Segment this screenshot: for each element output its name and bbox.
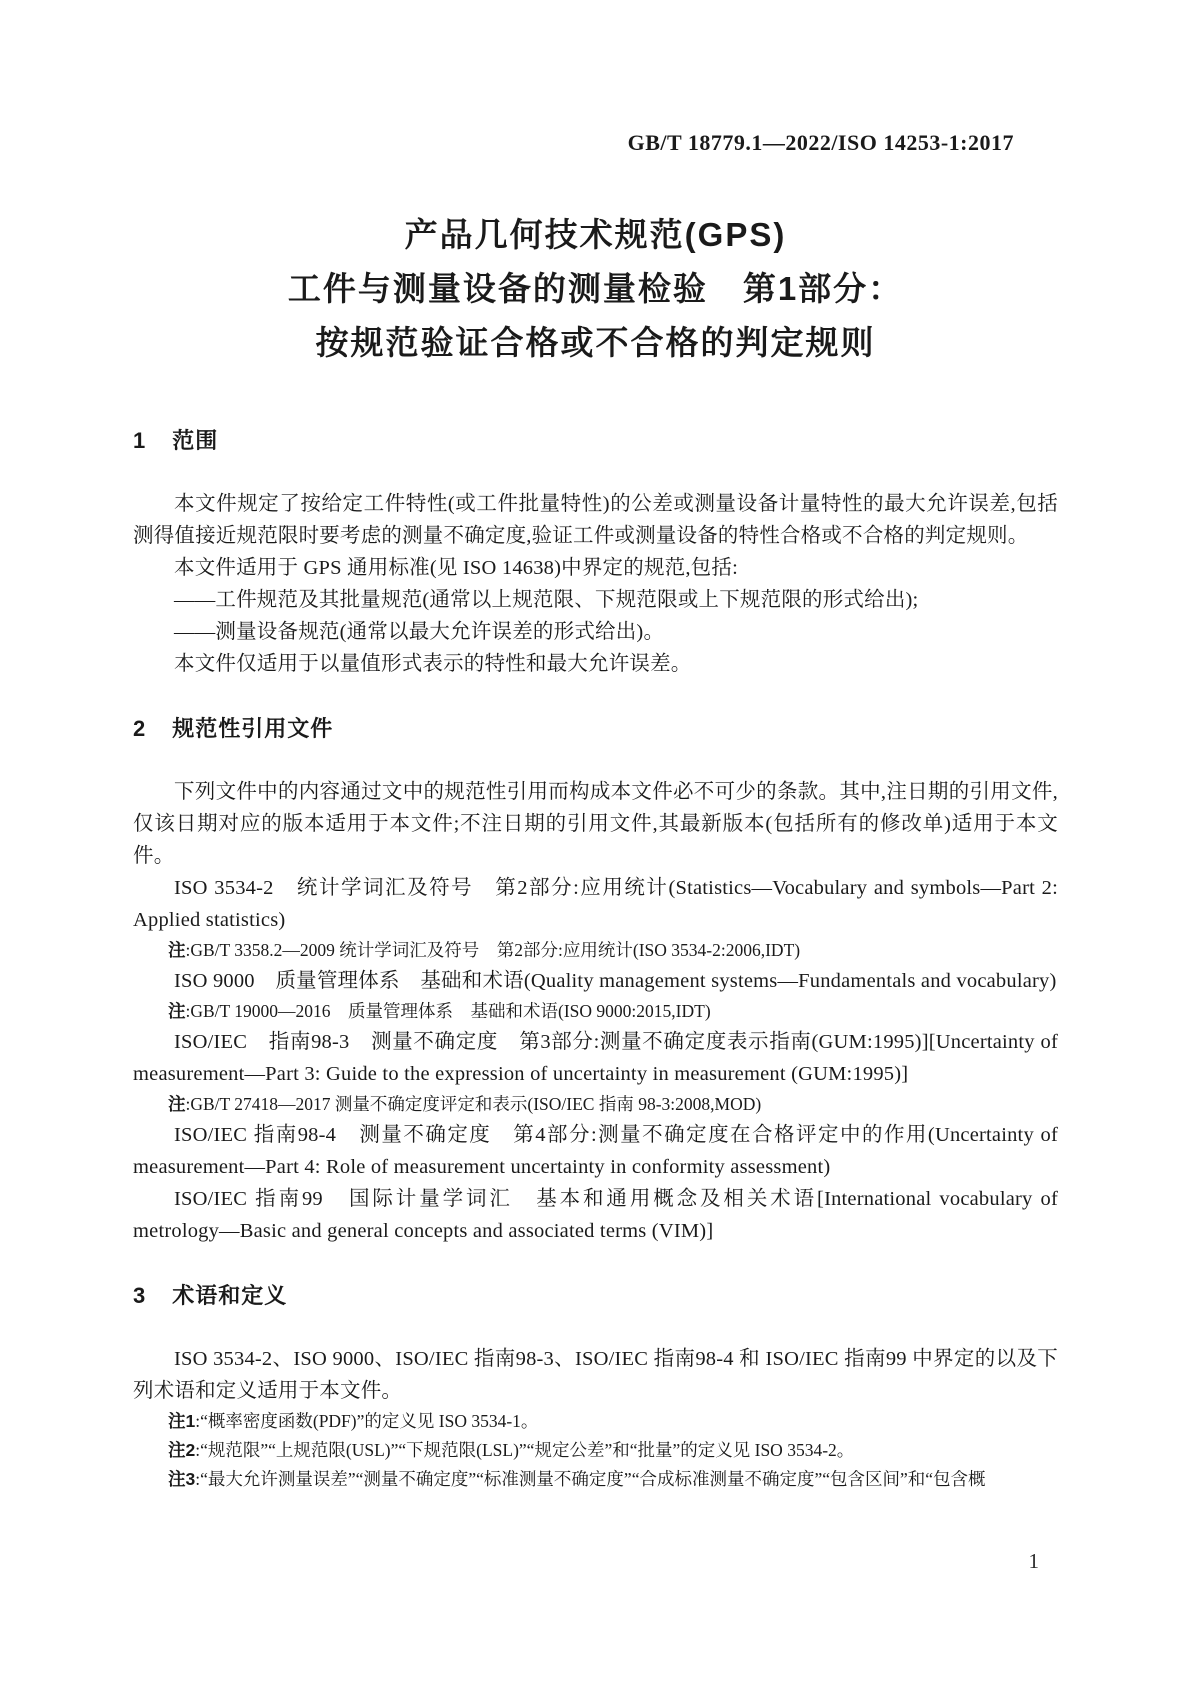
refs-intro-paragraph: 下列文件中的内容通过文中的规范性引用而构成本文件必不可少的条款。其中,注日期的引用文件,仅该日期对应的版本适用于本文件;不注日期的引用文件,其最新版本(包括所有的修改单)适用于本文件。 (133, 781, 1058, 867)
note-text: :GB/T 3358.2—2009 统计学词汇及符号 第2部分:应用统计(ISO 3534-2:2006,IDT) (185, 940, 801, 960)
document-title (133, 208, 1058, 370)
note-text: :GB/T 19000—2016 质量管理体系 基础和术语(ISO 9000:2015,IDT) (185, 1001, 711, 1021)
reference-entry: ISO/IEC 指南99 国际计量学词汇 基本和通用概念及相关术语[International vocabulary of metrology—Basic and general concepts and associated terms (VIM)] (133, 1188, 1058, 1242)
scope-paragraph-3: 本文件仅适用于以量值形式表示的特性和最大允许误差。 (174, 653, 692, 675)
section-number: 2 (133, 716, 147, 741)
section-scope (133, 426, 1058, 680)
terms-intro-paragraph: ISO 3534-2、ISO 9000、ISO/IEC 指南98-3、ISO/IEC 指南98-4 和 ISO/IEC 指南99 中界定的以及下列术语和定义适用于本文件。 (133, 1348, 1058, 1402)
note-label: 注 (168, 1001, 186, 1021)
section-title: 术语和定义 (172, 1283, 288, 1308)
reference-note (133, 1090, 1058, 1119)
scope-dash-item-2: ——测量设备规范(通常以最大允许误差的形式给出)。 (174, 621, 665, 643)
reference-note (133, 997, 1058, 1026)
title-line-3: 按规范验证合格或不合格的判定规则 (315, 324, 876, 361)
note-label: 注3 (168, 1469, 196, 1489)
section-number: 3 (133, 1283, 147, 1308)
section-terms-heading (133, 1281, 1058, 1311)
note-label: 注 (168, 940, 186, 960)
reference-entry: ISO/IEC 指南98-3 测量不确定度 第3部分:测量不确定度表示指南(GUM:1995)][Uncertainty of measurement—Part 3: Guide to the expression of uncertainty in measurement (GUM:1995)] (133, 1031, 1058, 1085)
title-line-1: 产品几何技术规范(GPS) (404, 216, 787, 253)
reference-entry: ISO 9000 质量管理体系 基础和术语(Quality management systems—Fundamentals and vocabulary) (174, 970, 1057, 992)
standard-code-header: GB/T 18779.1—2022/ISO 14253-1:2017 (627, 130, 1014, 155)
page-content (133, 130, 1058, 1494)
section-title: 范围 (172, 428, 219, 453)
reference-note (133, 936, 1058, 965)
section-scope-heading (133, 426, 1058, 456)
note-label: 注1 (168, 1411, 196, 1431)
section-number: 1 (133, 428, 147, 453)
note-text: :“概率密度函数(PDF)”的定义见 ISO 3534-1。 (195, 1411, 539, 1431)
note-text: :“最大允许测量误差”“测量不确定度”“标准测量不确定度”“合成标准测量不确定度”“包含区间”和“包含概 (195, 1469, 986, 1489)
terms-note-1 (133, 1407, 1058, 1436)
note-label: 注2 (168, 1440, 196, 1460)
note-text: :GB/T 27418—2017 测量不确定度评定和表示(ISO/IEC 指南 98-3:2008,MOD) (185, 1094, 762, 1114)
scope-paragraph-1: 本文件规定了按给定工件特性(或工件批量特性)的公差或测量设备计量特性的最大允许误差,包括测得值接近规范限时要考虑的测量不确定度,验证工件或测量设备的特性合格或不合格的判定规则。 (133, 493, 1058, 547)
section-title: 规范性引用文件 (172, 716, 334, 741)
terms-note-2 (133, 1436, 1058, 1465)
scope-dash-item-1: ——工件规范及其批量规范(通常以上规范限、下规范限或上下规范限的形式给出); (174, 589, 919, 611)
note-text: :“规范限”“上规范限(USL)”“下规范限(LSL)”“规定公差”和“批量”的定义见 ISO 3534-2。 (195, 1440, 855, 1460)
section-refs-heading (133, 714, 1058, 744)
terms-note-3 (133, 1465, 1058, 1494)
section-terms-definitions (133, 1281, 1058, 1494)
section-normative-references (133, 714, 1058, 1247)
reference-entry: ISO/IEC 指南98-4 测量不确定度 第4部分:测量不确定度在合格评定中的作用(Uncertainty of measurement—Part 4: Role of measurement uncertainty in conformity assessment) (133, 1124, 1058, 1178)
reference-entry: ISO 3534-2 统计学词汇及符号 第2部分:应用统计(Statistics—Vocabulary and symbols—Part 2: Applied statistics) (133, 877, 1058, 931)
scope-paragraph-2: 本文件适用于 GPS 通用标准(见 ISO 14638)中界定的规范,包括: (174, 557, 738, 579)
note-label: 注 (168, 1094, 186, 1114)
title-line-2: 工件与测量设备的测量检验 第1部分： (287, 270, 904, 307)
page-number: 1 (1028, 1549, 1039, 1573)
